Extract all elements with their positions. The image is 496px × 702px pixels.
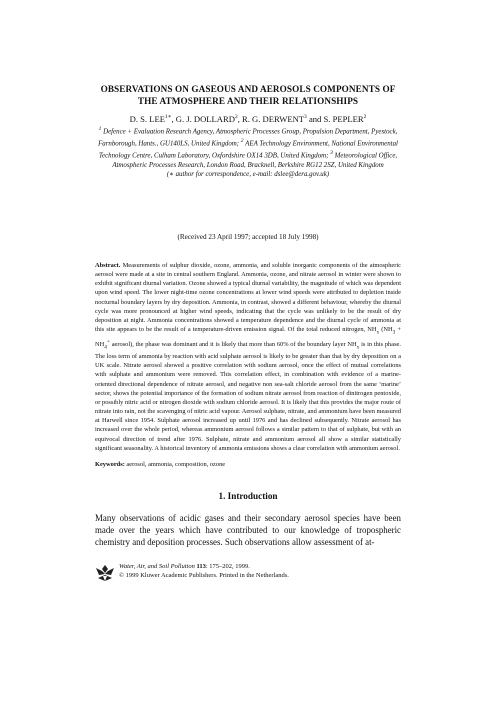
title-line-1: OBSERVATIONS ON GASEOUS AND AEROSOLS COMPONENTS OF	[100, 84, 396, 94]
affiliation-2-mark: 2	[240, 137, 244, 144]
subscript-x-2: x	[356, 343, 360, 350]
keywords	[95, 460, 401, 469]
abstract	[95, 261, 401, 453]
title-line-2: THE ATMOSPHERE AND THEIR RELATIONSHIPS	[137, 96, 359, 106]
abstract-text-4: aerosol), the phase was dominant and it is likely that more than 60% of the boundary layer NH	[109, 340, 357, 348]
author-list	[70, 112, 426, 125]
section-heading-introduction: 1. Introduction	[218, 491, 278, 501]
author-1: D. S. LEE	[129, 113, 165, 124]
abstract-label: Abstract.	[95, 262, 121, 269]
journal-pages: : 175–202, 1999.	[205, 563, 250, 570]
affiliation-1: Defence + Evaluation Research Agency, Atmospheric Processes Group, Propulsion Department, Pyestock, Farnborough, Hants., GU140LS, United Kingdom;	[98, 128, 398, 148]
copyright-line: © 1999 Kluwer Academic Publishers. Printed in the Netherlands.	[119, 572, 289, 579]
abstract-text-1: Measurements of sulphur dioxide, ozone, ammonia, and soluble inorganic components of the atmospheric aerosol were made at a site in central southern England. Ammonia, ozone, and nitrate aerosol in winter were shown to exhibit significant diurnal variation. Ozone showed a typical diurnal variability, the magnitude of which was dependent upon wind speed. The lower night-time ozone concentrations at lower wind speeds were attributed to depletion inside nocturnal boundary layers by dry deposition. Ammonia, in contrast, showed a different behaviour, whereby the diurnal cycle was more pronounced at higher wind speeds, indicating that the cycle was unlikely to be the result of dry deposition at night. Ammonia concentrations showed a temperature dependence and the diurnal cycle of ammonia at this site appears to be the result of a temperature-driven emission signal. Of the total reduced nitrogen, NH	[95, 262, 401, 334]
journal-footer	[95, 562, 401, 586]
correspondence-note: (∗ author for correspondence, e-mail: dslee@dera.gov.uk)	[166, 171, 330, 179]
abstract-text-5: is in this phase. The loss term of ammonia by reaction with acid sulphate aerosol is likely to be greater than that by dry deposition on a UK scale. Nitrate aerosol showed a positive correlation with sodium aerosol, once the effect of mutual correlations with sulphate and ammonium were removed. This correlation effect, in combination with evidence of a marine-oriented directional dependence of nitrate aerosol, and negative non sea-salt chloride aerosol from the same ‘marine’ sector, shows the potential importance of the formation of sodium nitrate aerosol from reaction of dinitrogen pentoxide, or possibly nitric acid or nitrogen dioxide with sodium chloride aerosol. It is likely that this provides the major route of nitrate into rain, not the scavenging of nitric acid vapour. Aerosol sulphate, nitrate, and ammonium have been measured at Harwell since 1954. Sulphate aerosol increased up until 1976 and has declined subsequently. Nitrate aerosol has increased over the whole period, whereas ammonium aerosol follows a similar pattern to that of sulphate, but with an equivocal direction of trend after 1976. Sulphate, nitrate and ammonium aerosol all show a similar statistically significant seasonality. A historical inventory of ammonia emissions shows a clear correlation with ammonium aerosol.	[95, 340, 401, 452]
abstract-text-3: + NH	[95, 326, 401, 348]
footer-text	[119, 562, 399, 580]
affiliations	[94, 125, 402, 180]
superscript-plus: +	[106, 338, 110, 345]
affiliation-3-mark: 3	[330, 149, 333, 156]
subscript-x-1: x	[376, 329, 380, 336]
author-3-mark: 3	[304, 114, 307, 120]
journal-volume: 113	[196, 563, 206, 570]
introduction-paragraph: Many observations of acidic gases and their secondary aerosol species have been made over the years which have contributed to our knowledge of tropospheric chemistry and deposition processes. Such observations allow assessment of at-	[95, 513, 401, 547]
abstract-text-2: (NH	[379, 326, 393, 334]
affiliation-1-mark: 1	[98, 126, 102, 132]
author-1-mark: 1∗	[164, 114, 172, 120]
paper-title	[70, 83, 426, 107]
affiliation-2: AEA Technology Environment, National Environmental Technology Centre, Culham Laboratory, Oxfordshire OX14 3DB, United Kingdom;	[98, 140, 398, 160]
journal-name: Water, Air, and Soil Pollution	[119, 563, 197, 570]
keywords-label: Keywords:	[95, 461, 125, 468]
keywords-text: aerosol, ammonia, composition, ozone	[124, 461, 226, 468]
author-2-mark: 2	[234, 114, 238, 120]
affiliation-3: Meteorological Office, Atmospheric Processes Research, London Road, Bracknell, Berkshire RG12 2SZ, United Kingdom	[112, 152, 398, 169]
author-3: , R. G. DERWENT	[237, 113, 305, 124]
subscript-4: 4	[104, 343, 107, 350]
subscript-3: 3	[392, 329, 396, 336]
author-4-mark: 2	[363, 114, 367, 120]
received-dates: (Received 23 April 1997; accepted 18 July 1998)	[177, 233, 319, 241]
kluwer-publisher-logo-icon	[95, 564, 115, 582]
author-2: , G. J. DOLLARD	[171, 113, 235, 124]
author-4: and S. PEPLER	[306, 113, 364, 124]
